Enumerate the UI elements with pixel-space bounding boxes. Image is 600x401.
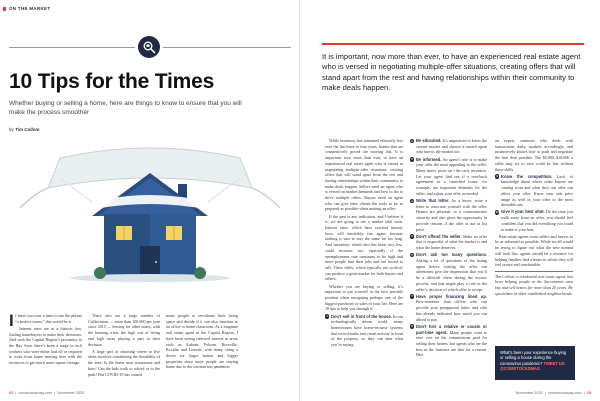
tip-item — [495, 174, 573, 208]
tip-item — [410, 324, 487, 358]
pull-quote: It is important, now more than ever, to have an experienced real estate agent who is versed in negotiating multiple-offer situations, creating offers that will stand apart from the rest and having relationships within their community to make deals happen. — [322, 52, 581, 93]
section-tab: ON THE MARKET — [9, 6, 51, 11]
tip-body: Many people want to save cost on the commissions paid for selling their homes, but agents who are the best in the business are that for a reason. Hire — [416, 329, 487, 358]
footer-pub: comstocksmag.com — [18, 391, 53, 395]
footer-issue: November 2020 — [515, 391, 543, 395]
left-column-2 — [88, 313, 160, 379]
tip-body: In our technologically driven world, many homeowners have home-security systems that record audio and visual activity in front of the property, so they can hear what you’re saying. — [331, 313, 403, 348]
tip-title: Don’t sell in front of the house. — [331, 313, 392, 319]
tip-number-badge: 1 — [326, 314, 328, 319]
paragraph: Real estate agents want sellers and buyers to be as informed as possible. While we all would be trying to figure out what the new normal will look like, agents should be a resource for helping families find a home in which they will feel secure and comfortable. — [495, 233, 573, 268]
tip-title: Don’t ask too many questions. — [416, 252, 487, 258]
left-column-1 — [9, 313, 82, 367]
right-column-2 — [410, 138, 487, 360]
pull-quote-rule — [322, 43, 584, 45]
tip-title: Write that letter. — [416, 198, 450, 204]
left-footer: 22 | comstocksmag.com | November 2020 — [9, 391, 85, 395]
tip-number-badge: 8 — [411, 324, 413, 329]
social-callout-box — [495, 346, 575, 380]
paragraph: Interest rates are at a historic low, finding homebuyers to make their decisions. And with the Capital Region’s proximity to the Bay Area, there’s been a surge in tech workers who were either laid off or required to work from home moving here with the resources to get much more square footage. — [9, 325, 82, 366]
author-name: Tim Collom — [15, 127, 40, 132]
opening-paragraph — [9, 311, 82, 330]
tip-body: As a buyer, write a letter to associate yourself with the offer. Homes are personal, so it communicates sincerity and also gives the opportunity to provide reasons if the offer is not at list price. — [416, 198, 487, 232]
hero-illustration — [0, 138, 300, 306]
tip-body: Asking a lot of questions of the listing agent before writing the offer can oftentimes give the impression that you’d be a difficult client during the escrow process, and that might play a role in the seller’s decision of which offer to accept. — [416, 258, 487, 292]
footer-pub: comstocksmag.com — [547, 391, 582, 395]
author-bio: Tim Collom, a residential real estate agent, has been helping people in the Sacramento area buy and sell homes for more than 20 years. He specializes in older established neighborhoods. — [495, 273, 573, 296]
right-footer: November 2020 | comstocksmag.com | 23 — [515, 391, 591, 395]
tip-body: Do the time you walk away from an offer, you should feel confident that you did everything you could to make it your best. — [501, 209, 573, 232]
article-deck: Whether buying or selling a home, here are things to know to ensure that you will make the process smoother — [9, 100, 242, 116]
paragraph: many people to reevaluate their living space and decide if it can also function as an office or home classroom. As a longtime real estate agent in the Capital Region, I have been seeing renewed interest in areas such as Auburn, Folsom, Roseville, Rocklin and Lincoln, with many citing a desire for larger homes and bigger properties since more people are staying home due to the coronavirus pandemic. — [166, 313, 238, 370]
title-divider-left — [9, 47, 135, 48]
paragraph: an expert, someone who deals with transactions daily, markets accordingly, and instinctively knows how to push and negotiate the best deal possible. The $5,000–$10,000 a seller may try to save could be lost without these skills. — [495, 138, 573, 172]
tip-title: Give it your best shot. — [501, 209, 545, 215]
right-column-1 — [325, 138, 403, 349]
tip-number-badge: 4 — [411, 198, 413, 203]
tip-item — [410, 234, 487, 251]
tip-body: It’s imperative to know the current market and choose a trusted agent who knows the market too. — [416, 138, 487, 155]
right-column-3 — [495, 138, 573, 298]
tip-number-badge: 9 — [496, 174, 498, 179]
tip-item — [410, 198, 487, 232]
tip-number-badge: 5 — [411, 234, 413, 239]
tip-item — [495, 209, 573, 232]
tip-body: First-trimester loan officer who can provide your preapproval letter, and who has already indicated how much you can afford to pay. — [416, 299, 487, 322]
footer-issue: November 2020 — [57, 391, 85, 395]
tweet-us-label: TWEET US — [543, 360, 565, 366]
tip-title: Don’t offend the seller. — [416, 233, 462, 239]
paragraph: If the past is any indication, and I believe it is, we are going to see a market shift soon. Interest rates, which have reached historic lows, will inevitably rise again, because nothing is sure to stay the same for too long. And inventory, which also has been very low, could increase too, especially if the unemployment rate continues to be high and more people lose their jobs and are forced to sell. These shifts, which typically are cyclical, can produce a great market for both buyers and sellers. — [325, 213, 403, 282]
page-number: 23 — [586, 391, 591, 395]
tip-title: Be informed. — [416, 156, 442, 162]
house-search-icon — [138, 36, 160, 58]
paragraph: While inventory has remained relatively low over the last three to four years, homes that are competitively priced are moving fast. It is important, now more than ever, to have an experienced real estate agent who is versed in negotiating multiple-offer situations, creating offers that will stand apart from the rest and having relationships within their community to make deals happen. Sellers need an agent who is versed on market demands and how to list to drive multiple offers. Buyers need an agent who can give their clients the tools to be as prepared as possible when making an offer. — [325, 138, 403, 212]
paragraph: There also are a large number of Californians — more than 100,000 per year since 2015 — leaving for other states, with the housing crisis, the high cost of living and high taxes playing a part in their decision. — [88, 313, 160, 347]
paragraph: Whether you are buying or selling, it’s important to put yourself in the best possible position when navigating perhaps one of the biggest purchases or sales of your life. Here are 10 tips to help you through it. — [325, 283, 403, 312]
tip-item — [410, 252, 487, 292]
callout-text: What’s been your experience buying or selling a house during the coronavirus pandemic? — [500, 350, 567, 366]
tip-title: Have proper financing lined up. — [416, 293, 487, 299]
article-title: 10 Tips for the Times — [9, 70, 215, 93]
paragraph: A large part of choosing where to live often involves considering the liveability of the area. Is the home near restaurants and bars? Can the kids walk to school or to the park? But COVID-19 has caused — [88, 348, 160, 377]
tip-number-badge: 2 — [411, 138, 413, 143]
tip-body: Lack of knowledge about where other buyers are coming from and what they can offer can affect your offer. Know your sale price range as well as your offer to the most desirable one. — [501, 173, 573, 208]
paragraph-text: f there was ever a time to use the phrase “a perfect storm,” this would be it. — [15, 313, 82, 324]
tip-number-badge: 7 — [411, 294, 413, 299]
tip-item — [410, 138, 487, 155]
byline-prefix: by — [9, 127, 14, 132]
byline — [9, 127, 39, 132]
tip-item — [410, 294, 487, 323]
house-with-mask-illustration — [0, 138, 300, 306]
tip-body: Make an offer that is respectful of what the market is and what the home deserves. — [416, 233, 487, 251]
tip-item — [410, 157, 487, 197]
tip-title: Know the competition. — [501, 173, 553, 179]
bio-divider — [495, 271, 573, 272]
title-divider-right — [163, 47, 291, 48]
twitter-handle-link[interactable]: @COMSTOCKSMAG — [500, 365, 541, 371]
page-number: 22 — [9, 391, 14, 395]
tip-item — [325, 314, 403, 348]
tip-number-badge: 6 — [411, 253, 413, 258]
tip-title: Be educated. — [416, 138, 442, 143]
dropcap: I — [9, 311, 14, 330]
left-column-3 — [166, 313, 238, 372]
tip-title: Don’t hire a relative or cousin or part-time agent. — [416, 323, 487, 335]
tip-body: An agent’s role is to make your offer the most appealing to the seller. Many times, price isn’t the only incentive. Let your agent find out if a rent-back agreement or a furnished home, for example, are important elements for the seller, and adjust your offer as needed. — [416, 156, 487, 196]
tip-number-badge: 10 — [495, 210, 499, 215]
tip-number-badge: 3 — [411, 157, 413, 162]
